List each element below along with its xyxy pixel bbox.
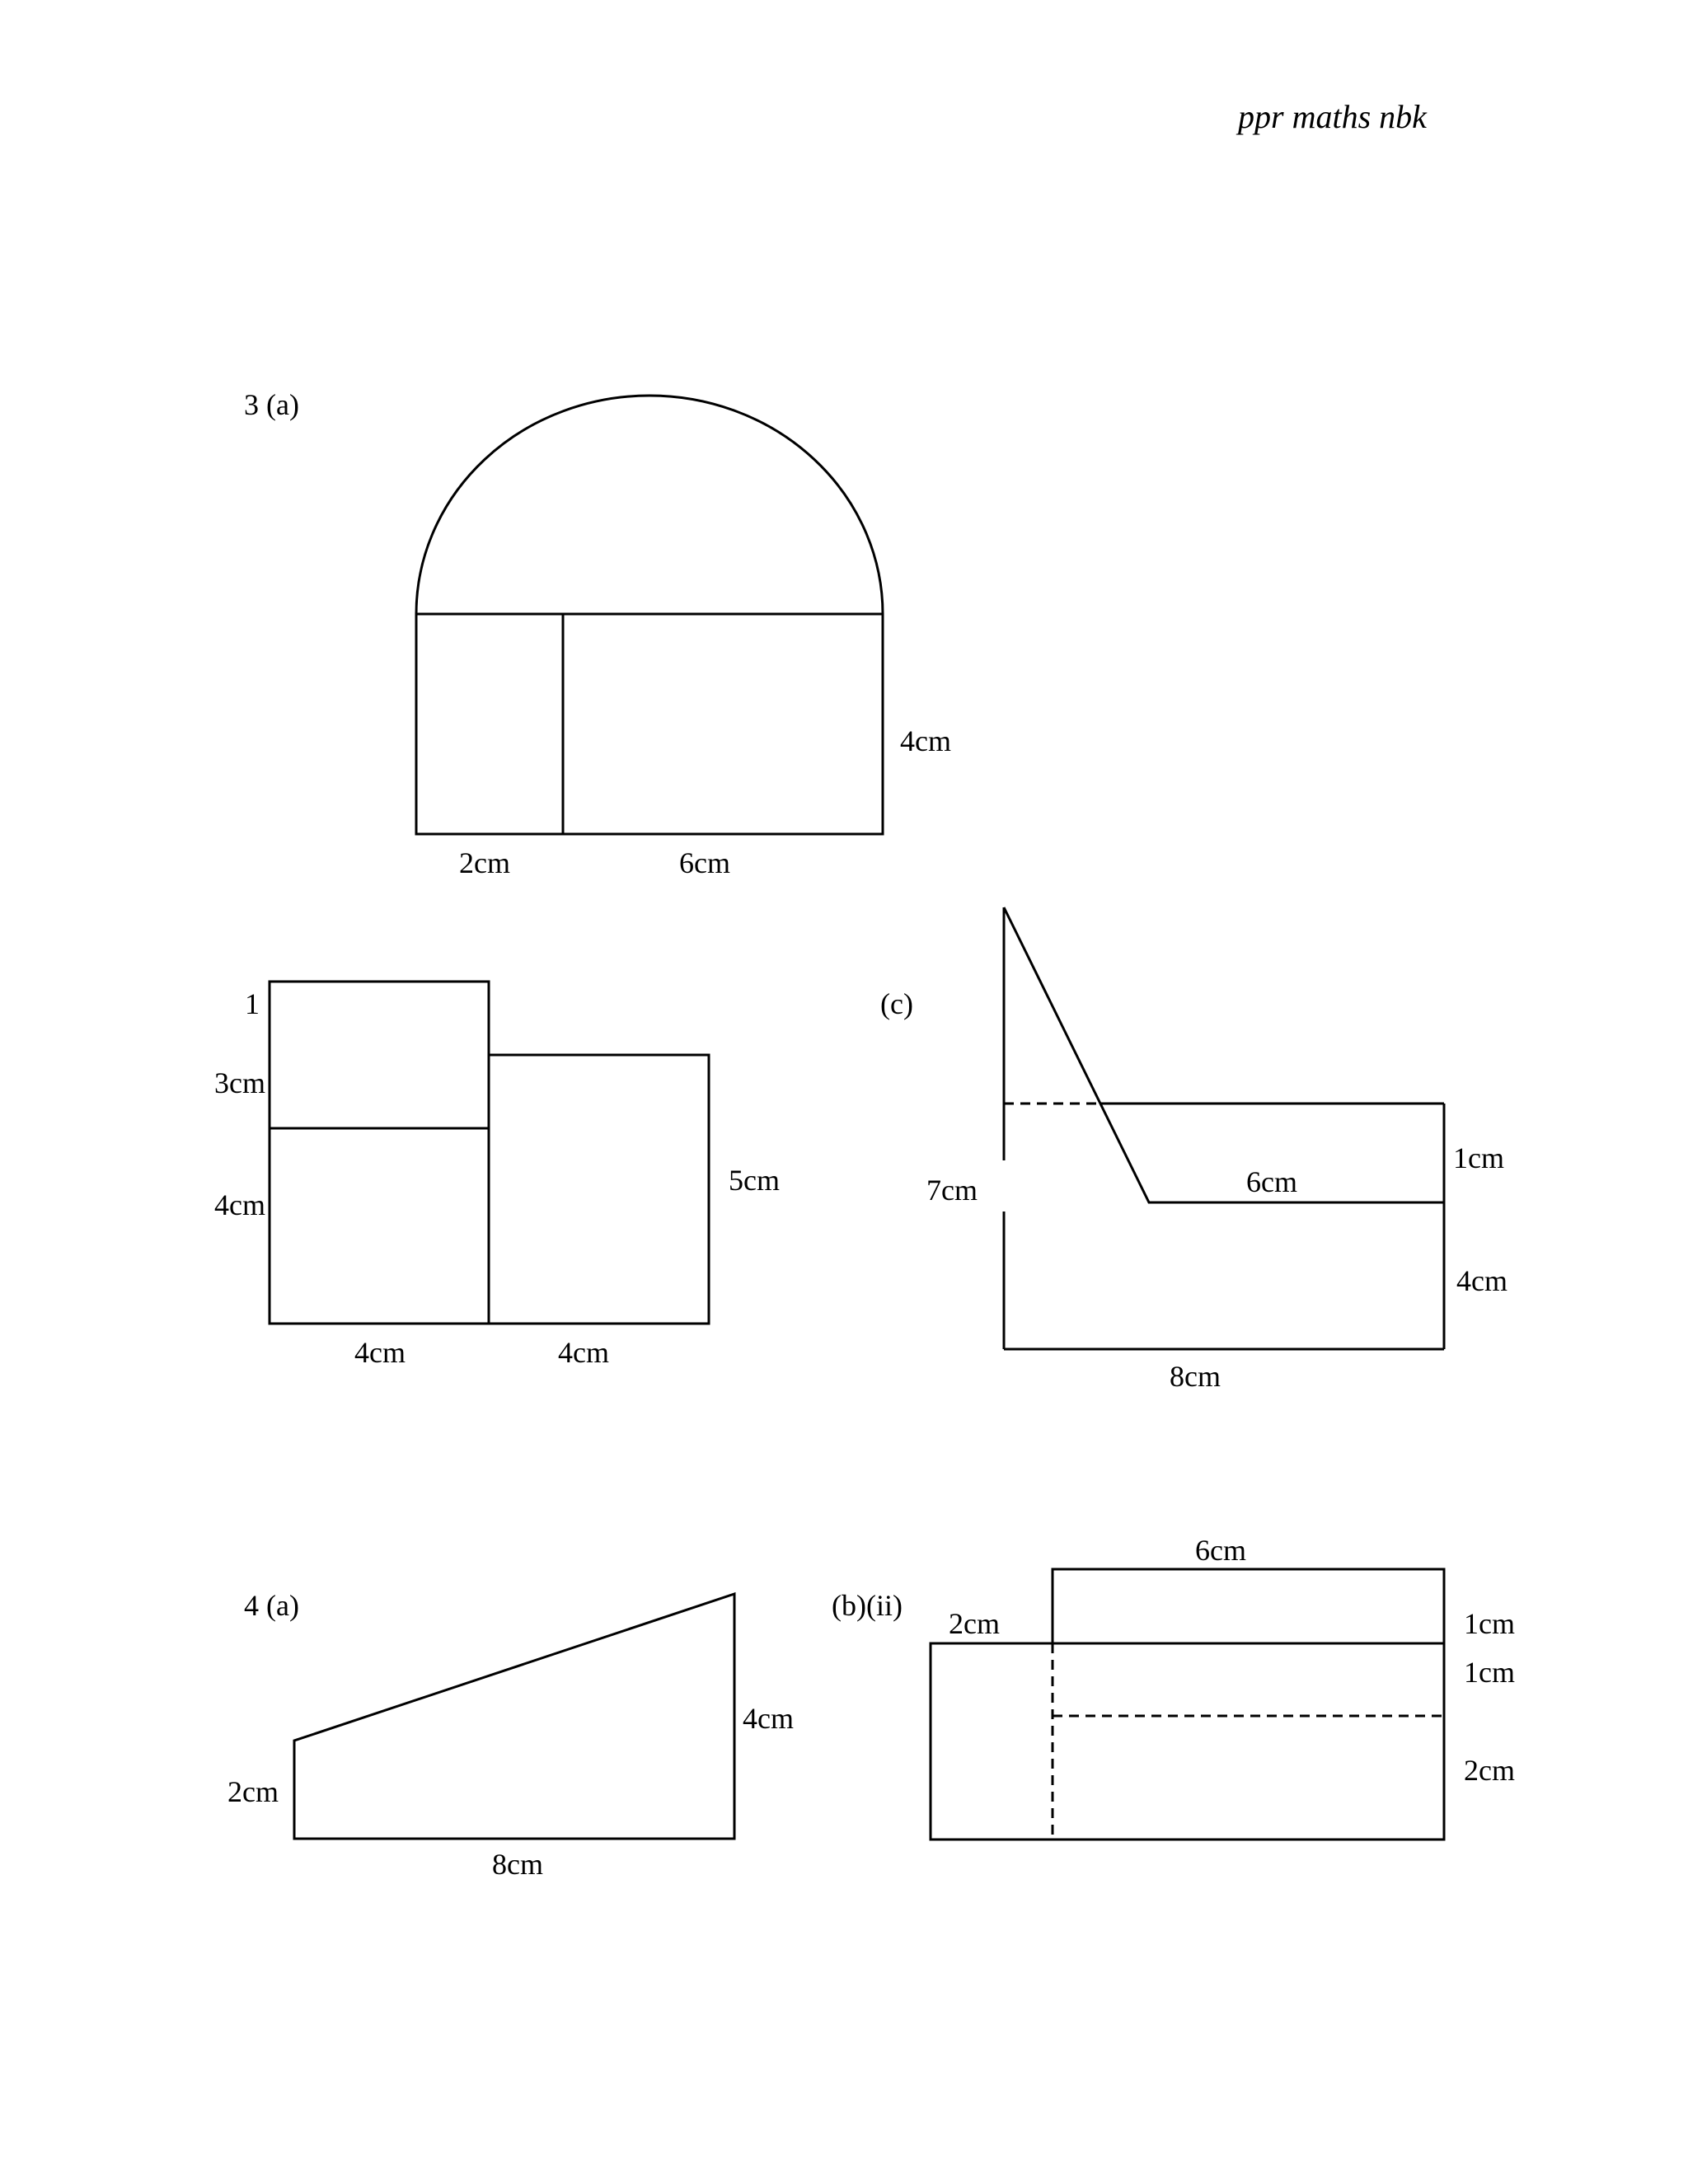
q3b-left-bottom-label: 4cm [214, 1188, 265, 1221]
q3c-right-top-label: 1cm [1453, 1141, 1504, 1174]
q4a-trapezium [294, 1594, 734, 1839]
q4b-figure [931, 1569, 1444, 1840]
q4a-left-label: 2cm [227, 1775, 279, 1808]
q4b-right-2-label: 1cm [1464, 1656, 1515, 1689]
q3a-label: 3 (a) [244, 388, 299, 421]
q4b-right-3-label: 2cm [1464, 1754, 1515, 1787]
q3a-height-label: 4cm [900, 724, 951, 757]
q4b-label: (b)(ii) [832, 1589, 903, 1622]
q3b-base-left-label: 4cm [354, 1336, 406, 1369]
q3a-right-width-label: 6cm [679, 846, 730, 879]
q3b-left-top-label: 3cm [214, 1066, 265, 1099]
q3b-label-1: 1 [245, 987, 260, 1020]
q3c-slant-line [1004, 907, 1444, 1202]
q3c-inner-label: 6cm [1246, 1165, 1297, 1198]
q4a-base-label: 8cm [492, 1848, 543, 1881]
q3c-figure [1000, 907, 1444, 1349]
q3c-left-label: 7cm [926, 1174, 978, 1207]
q4b-step-label: 2cm [949, 1607, 1000, 1640]
q3b-right-height-label: 5cm [729, 1164, 780, 1197]
q3a-rectangle [416, 614, 883, 834]
q3a-figure [416, 396, 883, 834]
q4a-right-label: 4cm [743, 1702, 794, 1735]
q3c-label: (c) [880, 987, 913, 1020]
q3b-base-right-label: 4cm [558, 1336, 609, 1369]
q3a-semicircle [416, 396, 883, 614]
q3b-right-rect [489, 1055, 709, 1324]
q4a-label: 4 (a) [244, 1589, 299, 1622]
q4b-right-1-label: 1cm [1464, 1607, 1515, 1640]
q3c-edge-gap [1000, 1160, 1011, 1212]
header-text: ppr maths nbk [1238, 98, 1427, 135]
q3b-left-rect [270, 982, 489, 1324]
q3b-figure [270, 982, 709, 1324]
q3a-left-width-label: 2cm [459, 846, 510, 879]
q4a-figure [294, 1594, 734, 1839]
q3c-right-bottom-label: 4cm [1456, 1264, 1507, 1297]
q4b-bottom-rect [931, 1643, 1444, 1840]
q3c-base-label: 8cm [1170, 1360, 1221, 1393]
q4b-top-label: 6cm [1195, 1534, 1246, 1567]
q4b-top-rect [1053, 1569, 1444, 1643]
